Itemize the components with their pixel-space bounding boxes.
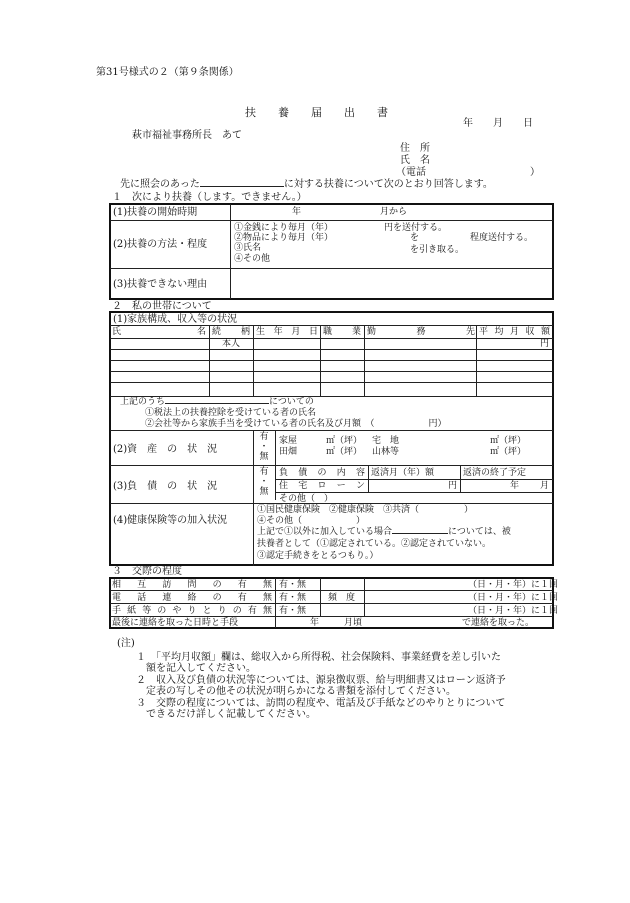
assets-label: (2)資 産 の 状 況 bbox=[113, 444, 218, 455]
forest-unit: ㎡（坪） bbox=[490, 447, 527, 457]
name-label: 氏 名 bbox=[400, 155, 430, 166]
visit-frequency[interactable]: （日・月・年）に１回 bbox=[468, 580, 559, 590]
method-other[interactable]: ④その他 bbox=[234, 254, 271, 264]
method-goods[interactable]: ②物品により毎月（年） bbox=[234, 233, 334, 243]
reason-label: (3)扶養できない理由 bbox=[113, 279, 208, 290]
phone-label: （電話 bbox=[396, 167, 426, 178]
land-unit: ㎡（坪） bbox=[490, 436, 527, 446]
method-goods-tail: 程度送付する。 bbox=[470, 233, 534, 243]
note-3b: できるだけ詳しく記載してください。 bbox=[146, 709, 316, 720]
last-contact-month[interactable]: 月頃 bbox=[344, 618, 363, 628]
last-contact-tail: で連絡を取った。 bbox=[462, 618, 535, 628]
last-contact-year[interactable]: 年 bbox=[310, 618, 320, 628]
method-takein[interactable]: ③氏名 bbox=[234, 243, 262, 253]
method-goods-mid: を bbox=[410, 233, 420, 243]
phone-umu[interactable]: 有・無 bbox=[279, 593, 307, 603]
section2-heading: ２ 私の世帯について bbox=[112, 301, 212, 312]
address-label: 住 所 bbox=[400, 143, 430, 154]
form-title: 扶 養 届 出 書 bbox=[245, 106, 388, 119]
loan-yen: 円 bbox=[448, 481, 458, 491]
addressee: 萩市福祉事務所長 あて bbox=[132, 130, 242, 141]
insurance-blank[interactable] bbox=[392, 533, 448, 534]
letter-frequency[interactable]: （日・月・年）に１回 bbox=[468, 606, 559, 616]
among-text: 上記のうち についての bbox=[120, 397, 314, 407]
insurance-note-3: ③認定手続きをとるつもり。） bbox=[257, 551, 379, 561]
field-label: 田畑 bbox=[279, 447, 298, 457]
house-unit: ㎡（坪） bbox=[326, 436, 363, 446]
intro-blank[interactable] bbox=[200, 186, 284, 187]
col-relation: 続 柄 bbox=[212, 327, 250, 337]
field-unit: ㎡（坪） bbox=[326, 447, 363, 457]
table-row[interactable] bbox=[110, 372, 553, 382]
start-month[interactable]: 月から bbox=[380, 207, 408, 217]
visit-umu[interactable]: 有・無 bbox=[279, 580, 307, 590]
letter-label: 手 紙 等 の や り と り の 有 無 bbox=[112, 606, 272, 616]
method-label: (2)扶養の方法・程度 bbox=[113, 239, 208, 250]
intro-text: 先に照会のあった に対する扶養について次のとおり回答します。 bbox=[120, 179, 493, 190]
last-contact-label: 最後に連絡を取った日時と手段 bbox=[112, 618, 239, 628]
family-allowance: ②会社等から家族手当を受けている者の氏名及び月額 （ 円） bbox=[145, 419, 447, 429]
among-blank[interactable] bbox=[165, 403, 269, 404]
date-line: 年 月 日 bbox=[463, 118, 533, 129]
tax-dependent: ①税法上の扶養控除を受けている者の氏名 bbox=[145, 408, 317, 418]
notes-title: (注) bbox=[117, 638, 135, 649]
col-name: 氏 名 bbox=[112, 327, 206, 337]
insurance-options[interactable]: ①国民健康保険 ②健康保険 ③共済（ ） bbox=[257, 505, 474, 515]
method-cash[interactable]: ①金銭により毎月（年） bbox=[234, 223, 334, 233]
note-2b: 定表の写しその他その状況が明らかになる書類を添付してください。 bbox=[146, 686, 456, 697]
income-yen: 円 bbox=[540, 339, 550, 349]
col-workplace: 勤 務 先 bbox=[367, 327, 475, 337]
col-income: 平 均 月 収 額 bbox=[479, 327, 550, 337]
method-cash-tail: 円を送付する。 bbox=[384, 223, 448, 233]
start-label: (1)扶養の開始時期 bbox=[113, 207, 198, 218]
method-takein-tail: を引き取る。 bbox=[410, 245, 465, 255]
form-number: 第31号様式の２（第９条関係） bbox=[96, 67, 239, 78]
section1-heading: １ 次により扶養（します。できません。） bbox=[112, 192, 307, 203]
insurance-label: (4)健康保険等の加入状況 bbox=[113, 515, 228, 526]
debt-other[interactable]: その他（ ） bbox=[279, 494, 334, 504]
debt-col-end: 返済の終了予定 bbox=[463, 468, 527, 478]
col-birth: 生 年 月 日 bbox=[256, 327, 318, 337]
family-subheading: (1)家族構成、収入等の状況 bbox=[113, 314, 238, 325]
insurance-note-1: 上記で①以外に加入している場合 については、被 bbox=[257, 527, 511, 537]
house-label: 家屋 bbox=[279, 436, 298, 446]
table-row[interactable] bbox=[110, 361, 553, 371]
insurance-other[interactable]: ④その他（ ） bbox=[257, 516, 366, 526]
self-relation: 本人 bbox=[222, 339, 241, 349]
debt-label: (3)負 債 の 状 況 bbox=[113, 481, 218, 492]
note-2a: ２ 収入及び負債の状況等については、源泉徴収票、給与明細書又はローン返済予 bbox=[136, 675, 506, 686]
loan-end-year: 年 bbox=[510, 481, 520, 491]
note-3a: ３ 交際の程度については、訪問の程度や、電話及び手紙などのやりとりについて bbox=[136, 698, 506, 709]
col-job: 職 業 bbox=[323, 327, 361, 337]
debt-umu[interactable]: 有 ・ 無 bbox=[259, 467, 269, 497]
loan-end-month: 月 bbox=[540, 481, 550, 491]
phone-close: ） bbox=[530, 167, 540, 178]
phone-frequency[interactable]: （日・月・年）に１回 bbox=[468, 593, 559, 603]
assets-umu[interactable]: 有 ・ 無 bbox=[259, 432, 269, 462]
note-1b: 額を記入してください。 bbox=[146, 663, 256, 674]
letter-umu[interactable]: 有・無 bbox=[279, 606, 307, 616]
table-row[interactable] bbox=[110, 350, 553, 360]
insurance-note-2: 扶養者として（①認定されている。②認定されていない。 bbox=[257, 539, 492, 549]
housing-loan: 住 宅 ロ ー ン bbox=[279, 481, 365, 491]
section3-heading: ３ 交際の程度 bbox=[112, 566, 182, 577]
start-year[interactable]: 年 bbox=[292, 207, 302, 217]
land-label: 宅 地 bbox=[372, 436, 400, 446]
table-row[interactable] bbox=[110, 383, 553, 395]
note-1a: １ 「平均月収額」欄は、総収入から所得税、社会保険料、事業経費を差し引いた bbox=[136, 652, 501, 663]
debt-col-amount: 返済月（年）額 bbox=[371, 468, 435, 478]
frequency-label: 頻 度 bbox=[328, 593, 356, 603]
visit-label: 相 互 訪 問 の 有 無 bbox=[112, 580, 272, 590]
debt-col-content: 負 債 の 内 容 bbox=[279, 468, 365, 478]
phone-contact-label: 電 話 連 絡 の 有 無 bbox=[112, 593, 272, 603]
forest-label: 山林等 bbox=[372, 447, 400, 457]
